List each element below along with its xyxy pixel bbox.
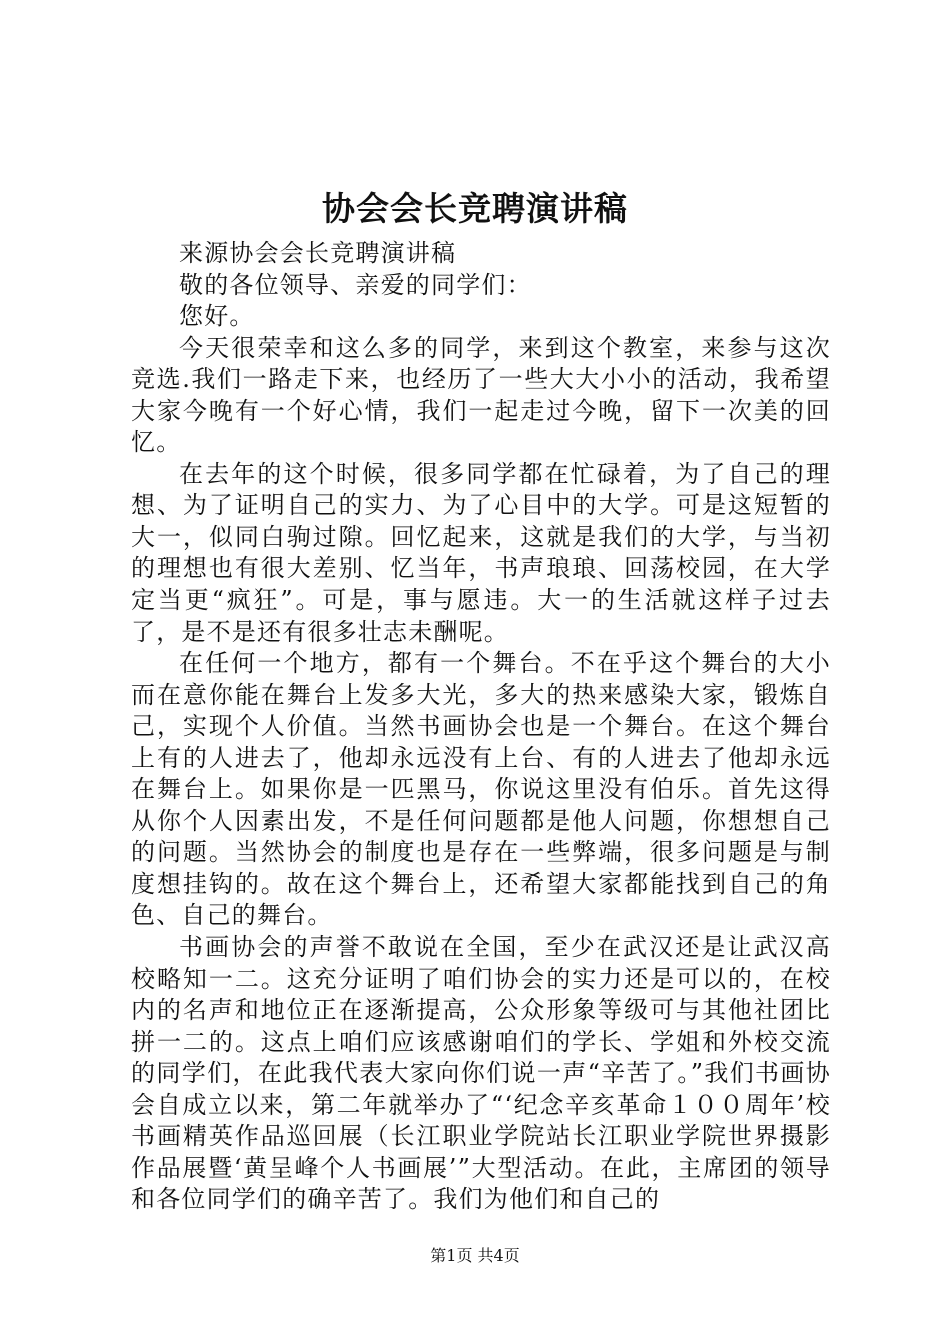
paragraph-intro: 今天很荣幸和这么多的同学，来到这个教室，来参与这次竞选.我们一路走下来，也经历了一些大大小小的活动，我希望大家今晚有一个好心情，我们一起走过今晚，留下一次美的回忆。 — [131, 333, 831, 457]
paragraph-last-year: 在去年的这个时候，很多同学都在忙碌着，为了自己的理想、为了证明自己的实力、为了心目中的大学。可是这短暂的大一，似同白驹过隙。回忆起来，这就是我们的大学，与当初的理想也有很大差别、忆当年，书声琅琅、回荡校园，在大学定当更“疯狂”。可是，事与愿违。大一的生活就这样子过去了，是不是还有很多壮志未酬呢。 — [131, 459, 831, 646]
document-body — [131, 238, 831, 1216]
paragraph-salutation: 敬的各位领导、亲爱的同学们： — [179, 270, 532, 299]
document-title: 协会会长竞聘演讲稿 — [322, 189, 628, 228]
paragraph-reputation: 书画协会的声誉不敢说在全国，至少在武汉还是让武汉高校略知一二。这充分证明了咱们协会的实力还是可以的，在校内的名声和地位正在逐渐提高，公众形象等级可与其他社团比拼一二的。这点上咱们应该感谢咱们的学长、学姐和外校交流的同学们，在此我代表大家向你们说一声“辛苦了。”我们书画协会自成立以来，第二年就举办了“‘纪念辛亥革命１００周年’校书画精英作品巡回展（长江职业学院站长江职业学院世界摄影作品展暨‘黄呈峰个人书画展’”大型活动。在此，主席团的领导和各位同学们的确辛苦了。我们为他们和自己的 — [131, 933, 831, 1214]
page-footer: 第1页 共4页 — [430, 1246, 520, 1265]
paragraph-source: 来源协会会长竞聘演讲稿 — [179, 239, 457, 267]
paragraph-stage: 在任何一个地方，都有一个舞台。不在乎这个舞台的大小而在意你能在舞台上发多大光，多大的热来感染大家，锻炼自己，实现个人价值。当然书画协会也是一个舞台。在这个舞台上有的人进去了，他却永远没有上台、有的人进去了他却永远在舞台上。如果你是一匹黑马，你说这里没有伯乐。首先这得从你个人因素出发，不是任何问题都是他人问题，你想想自己的问题。当然协会的制度也是存在一些弊端，很多问题是与制度想挂钩的。故在这个舞台上，还希望大家都能找到自己的角色、自己的舞台。 — [131, 649, 831, 930]
paragraph-greeting: 您好。 — [179, 302, 255, 331]
